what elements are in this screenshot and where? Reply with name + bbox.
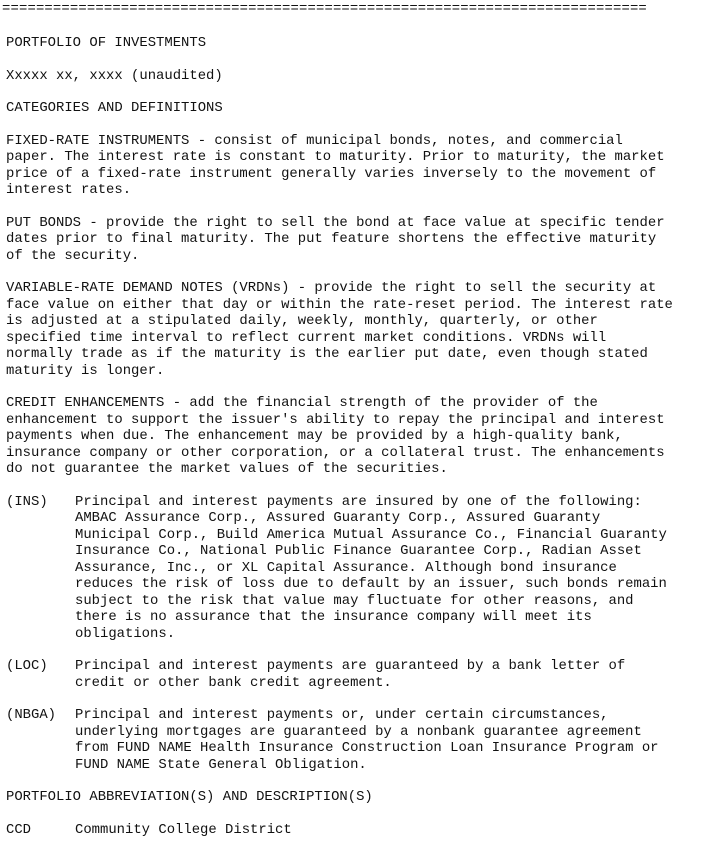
note-key: (NBGA) bbox=[6, 707, 57, 723]
note-loc bbox=[6, 658, 718, 691]
note-ins bbox=[6, 494, 718, 643]
note-text: Principal and interest payments are guaranteed by a bank letter of credit or other bank credit agreement. bbox=[75, 658, 626, 691]
fixed-rate-paragraph: FIXED-RATE INSTRUMENTS - consist of municipal bonds, notes, and commercial paper. The interest rate is constant to maturity. Prior to maturity, the market price of a fixed-rate instrument generally varies inversely to the movement of interest rates. bbox=[6, 132, 665, 198]
note-key: (INS) bbox=[6, 493, 48, 510]
note-text: Principal and interest payments are insured by one of the following: AMBAC Assurance Corp., Assured Guaranty Corp., Assured Guaranty Municipal Corp., Build America Mutual Assurance Co., Financial Guaranty Insurance Co., National Public Finance Guarantee Corp., Radian Asset Assurance, Inc., or XL Capital Assurance. Although bond insurance reduces the risk of loss due to default by an issuer, such bonds remain subject to the risk that value may fluctuate for other reasons, and there is no assurance that the insurance company will meet its obligations. bbox=[75, 493, 667, 642]
note-text: Principal and interest payments or, under certain circumstances, underlying mortgages are guaranteed by a nonbank guarantee agreement from FUND NAME Health Insurance Construction Loan Insurance Program or FUND NAME State General Obligation. bbox=[75, 707, 659, 773]
abbreviation-code: CCD bbox=[6, 821, 32, 838]
credit-enhancements-paragraph: CREDIT ENHANCEMENTS - add the financial strength of the provider of the enhancement to support the issuer's ability to repay the principal and interest payments when due. The enhancement may be provided by a high-quality bank, insurance company or other corporation, or a collateral trust. The enhancements do not guarantee the market values of the securities. bbox=[6, 395, 665, 477]
abbreviation-description: Community College District bbox=[75, 821, 292, 838]
date-line: Xxxxx xx, xxxx (unaudited) bbox=[6, 67, 223, 84]
abbreviation-row bbox=[6, 822, 718, 839]
abbreviations-heading: PORTFOLIO ABBREVIATION(S) AND DESCRIPTION(S) bbox=[6, 789, 373, 805]
categories-heading: CATEGORIES AND DEFINITIONS bbox=[6, 100, 223, 116]
vrdn-paragraph: VARIABLE-RATE DEMAND NOTES (VRDNs) - provide the right to sell the security at face value on either that day or within the rate-reset period. The interest rate is adjusted at a stipulated daily, weekly, monthly, quarterly, or other specified time interval to reflect current market conditions. VRDNs will normally trade as if the maturity is the earlier put date, even though stated maturity is longer. bbox=[6, 280, 673, 379]
put-bonds-paragraph: PUT BONDS - provide the right to sell the bond at face value at specific tender dates prior to final maturity. The put feature shortens the effective maturity of the security. bbox=[6, 214, 665, 264]
note-key: (LOC) bbox=[6, 658, 48, 674]
document-title: PORTFOLIO OF INVESTMENTS bbox=[6, 35, 207, 51]
note-nbga bbox=[6, 707, 718, 773]
header-rule: ============================================================================ bbox=[2, 1, 647, 17]
